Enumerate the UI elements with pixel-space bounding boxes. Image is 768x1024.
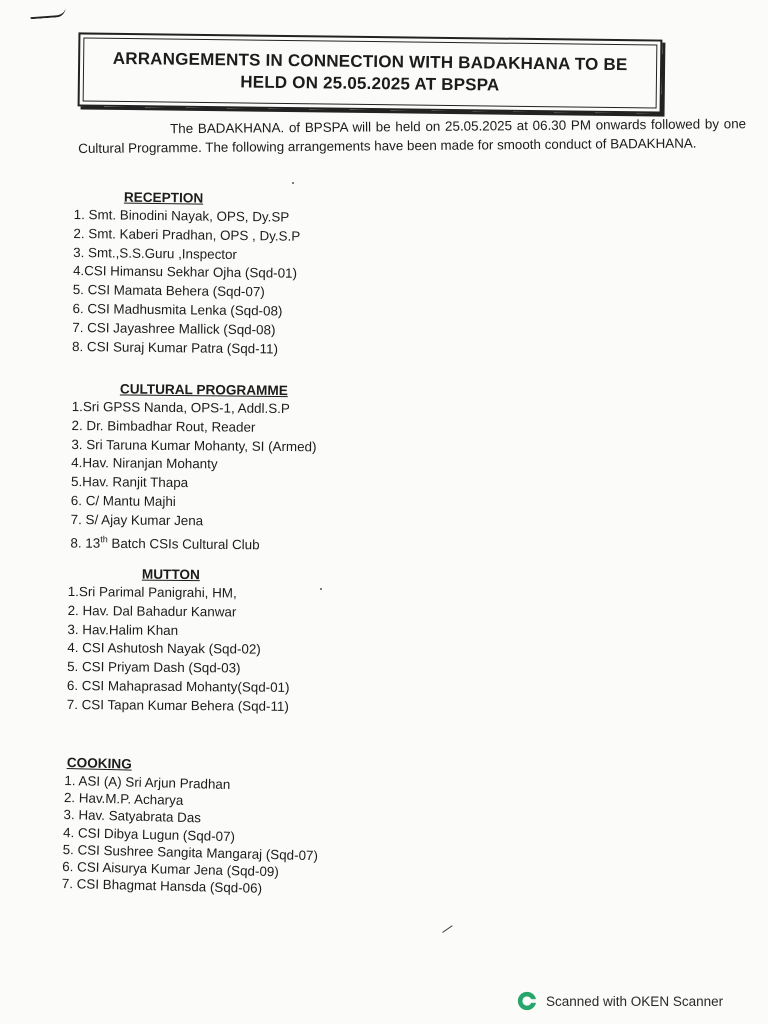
list-item: 2. Hav. Dal Bahadur Kanwar [67, 602, 237, 620]
speck-mark [320, 588, 322, 590]
section-heading: CULTURAL PROGRAMME [119, 381, 288, 399]
oken-scanner-logo-icon [516, 990, 538, 1012]
list-item: 3. Hav.Halim Khan [67, 621, 179, 638]
list-item: 5. CSI Priyam Dash (Sqd-03) [67, 659, 241, 676]
list-item: 6. CSI Aisurya Kumar Jena (Sqd-09) [62, 858, 279, 880]
intro-paragraph [78, 114, 746, 158]
section-heading: MUTTON [141, 566, 200, 583]
list-item: 6. C/ Mantu Majhi [70, 492, 176, 509]
list-item: 6. CSI Madhusmita Lenka (Sqd-08) [72, 300, 283, 319]
paragraph-indent [78, 133, 170, 134]
speck-mark [292, 182, 294, 184]
tick-mark [439, 921, 452, 933]
list-item: 5. CSI Sushree Sangita Mangaraj (Sqd-07) [62, 841, 319, 863]
intro-text: The BADAKHANA. of BPSPA will be held on 25.05.2025 at 06.30 PM onwards followed by one Cultural Programme. The following arrangements have been made for smooth conduct of BADAKHANA. [78, 116, 747, 156]
list-item: 3. Smt.,S.S.Guru ,Inspector [73, 244, 238, 262]
list-item: 8. CSI Suraj Kumar Patra (Sqd-11) [71, 338, 279, 357]
ordinal-suffix: th [100, 533, 108, 544]
list-item: 5. CSI Mamata Behera (Sqd-07) [72, 282, 265, 300]
list-item: 1. ASI (A) Sri Arjun Pradhan [64, 772, 231, 793]
list-item: 7. CSI Tapan Kumar Behera (Sqd-11) [66, 696, 289, 714]
list-item: 4. CSI Ashutosh Nayak (Sqd-02) [67, 640, 261, 658]
list-item: 7. CSI Bhagmat Hansda (Sqd-06) [61, 876, 263, 896]
section-mutton [67, 566, 291, 717]
pen-mark [30, 7, 67, 19]
list-item: 3. Hav. Satyabrata Das [63, 807, 202, 826]
list-item: 2. Dr. Bimbadhar Rout, Reader [71, 417, 256, 435]
section-heading: COOKING [66, 755, 132, 772]
scanner-watermark [516, 990, 723, 1012]
list-item: 3. Sri Taruna Kumar Mohanty, SI (Armed) [71, 436, 317, 454]
watermark-text: Scanned with OKEN Scanner [546, 993, 724, 1009]
list-item: 1.Sri GPSS Nanda, OPS-1, Addl.S.P [71, 398, 290, 417]
section-cultural-programme [70, 381, 317, 551]
list-item: 4. CSI Dibya Lugun (Sqd-07) [62, 824, 236, 844]
list-item: 1.Sri Parimal Panigrahi, HM, [67, 583, 237, 601]
list-item: 8. 13th Batch CSIs Cultural Club [70, 533, 260, 552]
section-heading: RECEPTION [123, 189, 204, 206]
list-item: 4.CSI Himansu Sekhar Ojha (Sqd-01) [72, 263, 298, 282]
list-item: 2. Smt. Kaberi Pradhan, OPS , Dy.S.P [73, 225, 301, 244]
list-item: 7. S/ Ajay Kumar Jena [70, 511, 204, 529]
list-item: 2. Hav.M.P. Acharya [63, 790, 184, 809]
section-reception [72, 189, 301, 359]
list-item: 6. CSI Mahaprasad Mohanty(Sqd-01) [66, 677, 290, 695]
document-title: ARRANGEMENTS IN CONNECTION WITH BADAKHANA TO BE HELD ON 25.05.2025 AT BPSPA [112, 48, 628, 95]
list-item: 7. CSI Jayashree Mallick (Sqd-08) [72, 319, 276, 338]
list-item: 4.Hav. Niranjan Mohanty [71, 455, 218, 472]
title-box [78, 32, 663, 113]
list-item: 1. Smt. Binodini Nayak, OPS, Dy.SP [73, 206, 290, 225]
list-item: 5.Hav. Ranjit Thapa [70, 474, 189, 491]
section-cooking [62, 755, 321, 899]
